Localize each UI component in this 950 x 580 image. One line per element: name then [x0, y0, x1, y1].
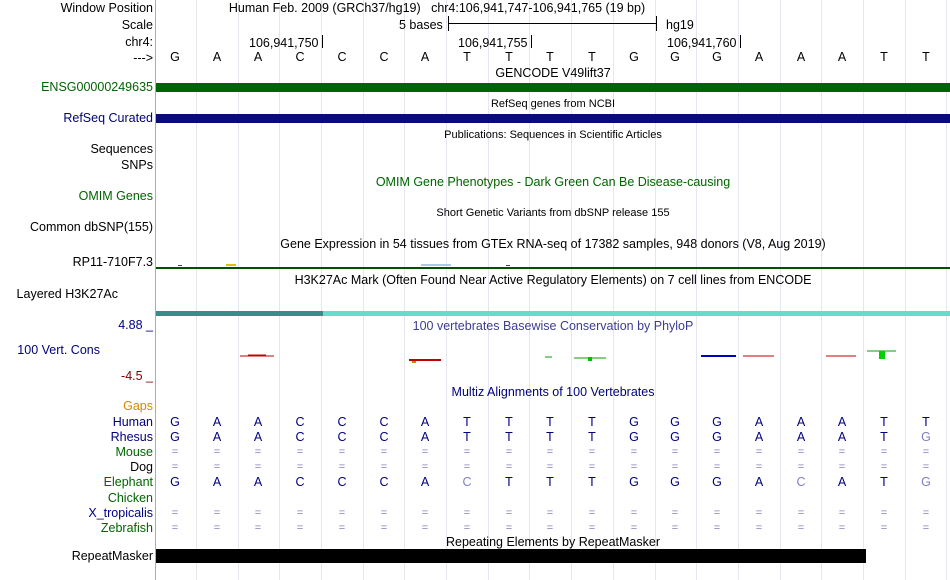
- base-letter: C: [295, 50, 305, 64]
- alignment-base: A: [253, 430, 263, 444]
- label-omim[interactable]: OMIM Genes: [78, 189, 153, 203]
- alignment-base: A: [253, 475, 263, 489]
- alignment-base: G: [921, 475, 931, 489]
- tick-label-2: 106,941,755: [458, 36, 528, 50]
- alignment-base: =: [880, 522, 888, 534]
- alignment-base: =: [880, 461, 888, 473]
- alignment-base: =: [171, 461, 179, 473]
- alignment-base: T: [546, 475, 554, 489]
- gtex-baseline: [156, 267, 950, 269]
- base-letter: G: [670, 50, 680, 64]
- base-letter: A: [754, 50, 764, 64]
- alignment-base: C: [379, 430, 389, 444]
- alignment-base: =: [213, 522, 221, 534]
- species-label[interactable]: Zebrafish: [100, 521, 153, 535]
- rmsk-element-bar[interactable]: [156, 549, 866, 563]
- alignment-base: =: [338, 522, 346, 534]
- base-letter: G: [170, 50, 180, 64]
- gtex-tick: [178, 265, 182, 266]
- alignment-base: =: [421, 446, 429, 458]
- alignment-base: =: [671, 522, 679, 534]
- alignment-base: T: [546, 430, 554, 444]
- rmsk-title: Repeating Elements by RepeatMasker: [445, 535, 661, 549]
- alignment-base: =: [588, 461, 596, 473]
- alignment-base: A: [796, 415, 806, 429]
- alignment-base: =: [797, 522, 805, 534]
- base-letter: T: [463, 50, 471, 64]
- alignment-base: =: [838, 446, 846, 458]
- tick-mark-2: [531, 35, 532, 48]
- gtex-tick: [506, 265, 510, 266]
- alignment-base: =: [213, 446, 221, 458]
- label-snps[interactable]: SNPs: [121, 158, 153, 172]
- alignment-base: =: [546, 461, 554, 473]
- alignment-base: =: [838, 461, 846, 473]
- base-letter: A: [212, 50, 222, 64]
- alignment-base: A: [212, 475, 222, 489]
- alignment-base: C: [379, 415, 389, 429]
- alignment-base: G: [170, 415, 180, 429]
- alignment-base: =: [922, 446, 930, 458]
- alignment-base: T: [505, 430, 513, 444]
- alignment-base: A: [420, 430, 430, 444]
- base-letter: A: [837, 50, 847, 64]
- alignment-base: =: [421, 522, 429, 534]
- label-refseq[interactable]: RefSeq Curated: [63, 111, 153, 125]
- species-label[interactable]: Rhesus: [110, 430, 153, 444]
- label-chrom[interactable]: chr4:: [125, 35, 153, 49]
- alignment-base: T: [546, 415, 554, 429]
- alignment-base: =: [338, 446, 346, 458]
- alignment-base: =: [421, 461, 429, 473]
- alignment-base: G: [629, 415, 639, 429]
- alignment-base: =: [588, 446, 596, 458]
- track-labels: [0, 0, 155, 580]
- tick-label-1: 106,941,750: [249, 36, 319, 50]
- alignment-base: G: [670, 430, 680, 444]
- alignment-base: =: [338, 461, 346, 473]
- alignment-base: =: [421, 507, 429, 519]
- label-gencode-gene[interactable]: ENSG00000249635: [41, 80, 153, 94]
- alignment-base: G: [712, 415, 722, 429]
- alignment-base: =: [505, 461, 513, 473]
- alignment-base: T: [880, 475, 888, 489]
- alignment-base: =: [880, 446, 888, 458]
- alignment-base: =: [630, 522, 638, 534]
- tick-mark-3: [740, 35, 741, 48]
- alignment-base: T: [505, 415, 513, 429]
- alignment-base: =: [588, 522, 596, 534]
- scale-db: hg19: [666, 18, 694, 32]
- alignment-base: G: [170, 475, 180, 489]
- gtex-tick: [421, 264, 451, 266]
- label-dbsnp[interactable]: Common dbSNP(155): [30, 220, 153, 234]
- alignment-base: T: [588, 475, 596, 489]
- alignment-base: G: [670, 415, 680, 429]
- alignment-base: =: [546, 522, 554, 534]
- species-label[interactable]: Chicken: [107, 491, 153, 505]
- base-letter: T: [588, 50, 596, 64]
- alignment-base: C: [337, 415, 347, 429]
- alignment-base: =: [713, 461, 721, 473]
- alignment-base: =: [755, 446, 763, 458]
- alignment-base: A: [754, 430, 764, 444]
- alignment-base: G: [712, 430, 722, 444]
- refseq-title: RefSeq genes from NCBI: [490, 98, 616, 110]
- assembly-name: Human Feb. 2009 (GRCh37/hg19): [228, 1, 421, 15]
- alignment-base: T: [880, 430, 888, 444]
- alignment-base: =: [254, 461, 262, 473]
- alignment-base: =: [254, 507, 262, 519]
- alignment-base: C: [379, 475, 389, 489]
- species-label[interactable]: Elephant: [103, 475, 153, 489]
- alignment-base: A: [837, 475, 847, 489]
- dbsnp-title: Short Genetic Variants from dbSNP release 155: [436, 207, 670, 219]
- alignment-base: A: [754, 475, 764, 489]
- scale-bar: [448, 23, 657, 24]
- base-letter: A: [420, 50, 430, 64]
- alignment-base: A: [420, 415, 430, 429]
- alignment-base: =: [171, 446, 179, 458]
- alignment-base: C: [337, 430, 347, 444]
- base-letter: A: [796, 50, 806, 64]
- alignment-base: =: [296, 507, 304, 519]
- alignment-base: A: [754, 415, 764, 429]
- alignment-base: =: [296, 522, 304, 534]
- scale-bar-right: [656, 16, 657, 31]
- alignment-base: =: [296, 461, 304, 473]
- species-label[interactable]: X_tropicalis: [88, 506, 153, 520]
- alignment-base: =: [380, 507, 388, 519]
- label-scale[interactable]: Scale: [121, 18, 153, 32]
- label-repeatmasker[interactable]: RepeatMasker: [71, 549, 153, 563]
- alignment-base: A: [796, 430, 806, 444]
- alignment-base: A: [837, 430, 847, 444]
- alignment-base: C: [796, 475, 806, 489]
- alignment-base: =: [380, 461, 388, 473]
- alignment-base: G: [670, 475, 680, 489]
- alignment-base: G: [629, 430, 639, 444]
- alignment-base: C: [295, 415, 305, 429]
- gencode-title: GENCODE V49lift37: [495, 66, 611, 80]
- h3k27ac-title: H3K27Ac Mark (Often Found Near Active Regulatory Elements) on 7 cell lines from ENCODE: [294, 273, 812, 287]
- alignment-base: T: [588, 415, 596, 429]
- alignment-base: =: [505, 522, 513, 534]
- alignment-base: =: [254, 522, 262, 534]
- base-letter: A: [253, 50, 263, 64]
- track-area[interactable]: [156, 0, 950, 580]
- alignment-base: T: [505, 475, 513, 489]
- alignment-base: =: [630, 507, 638, 519]
- alignment-base: =: [588, 507, 596, 519]
- alignment-base: =: [755, 461, 763, 473]
- species-label[interactable]: Mouse: [115, 445, 153, 459]
- alignment-base: T: [463, 415, 471, 429]
- alignment-base: C: [462, 475, 472, 489]
- h3k27ac-signal-low[interactable]: [156, 311, 323, 316]
- base-letter: T: [922, 50, 930, 64]
- label-sequences[interactable]: Sequences: [90, 142, 153, 156]
- alignment-base: =: [713, 446, 721, 458]
- alignment-base: =: [463, 507, 471, 519]
- alignment-base: =: [380, 446, 388, 458]
- species-label[interactable]: Human: [112, 415, 153, 429]
- alignment-base: =: [338, 507, 346, 519]
- alignment-base: =: [546, 507, 554, 519]
- phylop-plot[interactable]: [156, 340, 950, 370]
- alignment-base: =: [922, 507, 930, 519]
- alignment-base: =: [505, 446, 513, 458]
- alignment-base: G: [170, 430, 180, 444]
- h3k27ac-signal-high[interactable]: [323, 311, 950, 316]
- base-letter: T: [880, 50, 888, 64]
- ruler-title: [229, 1, 645, 15]
- alignment-base: =: [671, 461, 679, 473]
- alignment-base: =: [463, 522, 471, 534]
- alignment-base: =: [880, 507, 888, 519]
- alignment-base: A: [212, 415, 222, 429]
- alignment-base: =: [797, 507, 805, 519]
- alignment-base: =: [171, 522, 179, 534]
- gencode-gene-bar[interactable]: [156, 83, 950, 92]
- alignment-base: T: [922, 415, 930, 429]
- base-letter: C: [337, 50, 347, 64]
- multiz-title: Multiz Alignments of 100 Vertebrates: [451, 385, 655, 399]
- label-gaps[interactable]: Gaps: [123, 399, 153, 413]
- phylop-bar-t18-peak: [879, 351, 885, 359]
- alignment-base: =: [671, 507, 679, 519]
- alignment-base: =: [713, 507, 721, 519]
- alignment-base: =: [463, 461, 471, 473]
- alignment-base: G: [712, 475, 722, 489]
- alignment-base: =: [213, 507, 221, 519]
- alignment-base: C: [295, 430, 305, 444]
- species-label[interactable]: Dog: [130, 460, 153, 474]
- pubs-title: Publications: Sequences in Scientific Articles: [444, 129, 662, 141]
- position-readout: chr4:106,941,747-106,941,765 (19 bp): [431, 1, 646, 15]
- alignment-base: C: [295, 475, 305, 489]
- alignment-base: =: [380, 522, 388, 534]
- alignment-base: =: [505, 507, 513, 519]
- base-letter: T: [546, 50, 554, 64]
- alignment-base: C: [337, 475, 347, 489]
- alignment-base: A: [420, 475, 430, 489]
- base-letter: T: [505, 50, 513, 64]
- alignment-base: =: [296, 446, 304, 458]
- base-letter: C: [379, 50, 389, 64]
- alignment-base: A: [253, 415, 263, 429]
- alignment-base: =: [671, 446, 679, 458]
- alignment-base: =: [797, 446, 805, 458]
- alignment-base: =: [838, 507, 846, 519]
- alignment-base: T: [880, 415, 888, 429]
- alignment-base: =: [254, 446, 262, 458]
- alignment-base: =: [797, 461, 805, 473]
- label-h3k27ac[interactable]: Layered H3K27Ac: [16, 287, 118, 301]
- label-cons-max: 4.88 _: [118, 318, 153, 332]
- alignment-base: G: [921, 430, 931, 444]
- alignment-base: =: [463, 446, 471, 458]
- tick-mark-1: [322, 35, 323, 48]
- phylop-title: 100 vertebrates Basewise Conservation by PhyloP: [412, 319, 694, 333]
- alignment-base: =: [630, 446, 638, 458]
- phylop-bar-a7-tick: [412, 361, 416, 363]
- alignment-base: T: [463, 430, 471, 444]
- gtex-title: Gene Expression in 54 tissues from GTEx RNA-seq of 17382 samples, 948 donors (V8, Aug 2019): [280, 237, 826, 251]
- label-cons-min: -4.5 _: [121, 369, 153, 383]
- alignment-base: =: [838, 522, 846, 534]
- gtex-tick: [226, 264, 236, 266]
- alignment-base: =: [755, 507, 763, 519]
- base-letter: G: [712, 50, 722, 64]
- label-cons[interactable]: 100 Vert. Cons: [17, 343, 100, 357]
- scale-label: 5 bases: [399, 18, 443, 32]
- alignment-base: =: [922, 461, 930, 473]
- alignment-base: A: [837, 415, 847, 429]
- alignment-base: =: [755, 522, 763, 534]
- omim-title: OMIM Gene Phenotypes - Dark Green Can Be Disease-causing: [375, 175, 731, 189]
- phylop-bar-t11-peak: [588, 357, 592, 361]
- alignment-base: =: [630, 461, 638, 473]
- label-gtex[interactable]: RP11-710F7.3: [72, 255, 153, 269]
- label-strand[interactable]: --->: [133, 51, 153, 65]
- alignment-base: =: [713, 522, 721, 534]
- alignment-base: T: [588, 430, 596, 444]
- refseq-gene-bar[interactable]: [156, 114, 950, 123]
- base-letter: G: [629, 50, 639, 64]
- label-window-position[interactable]: Window Position: [60, 1, 153, 15]
- alignment-base: =: [922, 522, 930, 534]
- alignment-base: =: [546, 446, 554, 458]
- alignment-base: =: [171, 507, 179, 519]
- alignment-base: =: [213, 461, 221, 473]
- tick-label-3: 106,941,760: [667, 36, 737, 50]
- alignment-base: A: [212, 430, 222, 444]
- alignment-base: G: [629, 475, 639, 489]
